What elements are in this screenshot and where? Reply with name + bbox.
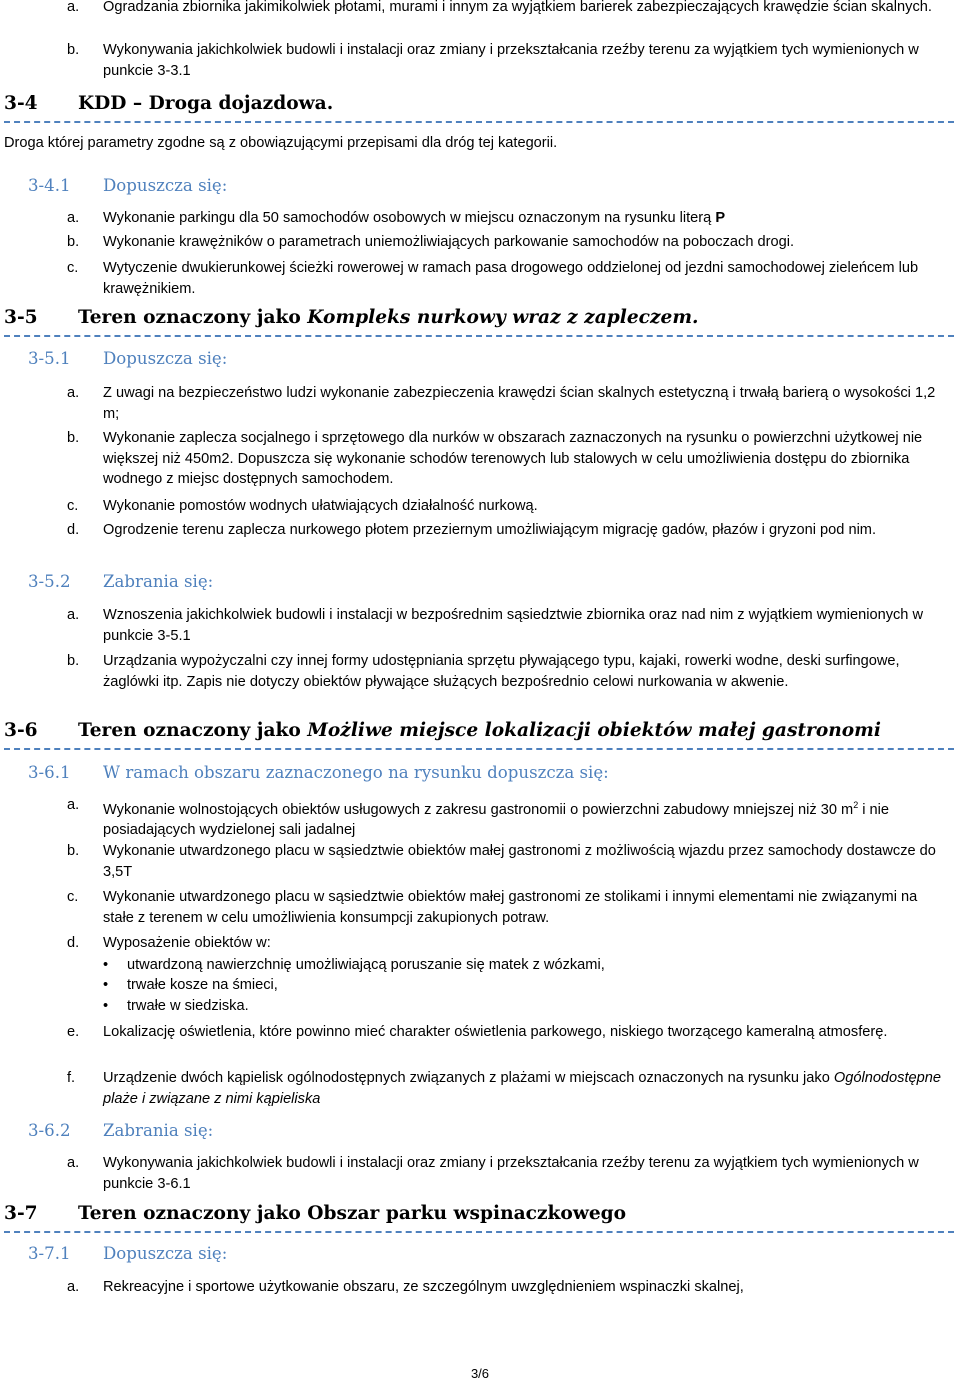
- list-item: a. Z uwagi na bezpieczeństwo ludzi wykonanie zabezpieczenia krawędzi ścian skalnych estetyczną i trwałą barierą o wysokości 1,2 m;: [67, 385, 936, 422]
- list-item: d. Wyposażenie obiektów w:: [67, 935, 271, 951]
- list-item: b. Wykonanie zaplecza socjalnego i sprzętowego dla nurków w obszarach zaznaczonych na rysunku o powierzchni użytkowej nie większej niż 450m2. Dopuszcza się wykonanie schodów terenowych lub stalowych w celu umożliwienia dostępu do zbiornika wodnego z miejsc dostępnych samochodem.: [67, 430, 923, 487]
- bullet-item: • trwałe kosze na śmieci,: [103, 975, 278, 996]
- bullet-icon: •: [103, 977, 109, 993]
- bullet-item: • trwałe w siedziska.: [103, 996, 249, 1017]
- list-item: f. Urządzenie dwóch kąpielisk ogólnodostępnych związanych z plażami w miejscach oznaczonych na rysunku jako Ogólnodostępne plaże i związane z nimi kąpieliska: [67, 1070, 941, 1107]
- subsection-heading-3-6-2: 3-6.2 Zabrania się:: [28, 1121, 214, 1140]
- list-item: a. Wykonanie wolnostojących obiektów usługowych z zakresu gastronomii o powierzchni zabudowy mniejszej niż 30 $m^2$ i nie posiadających wydzielonej sali jadalnej: [67, 797, 890, 839]
- section-heading-3-5: 3-5 Teren oznaczony jako Kompleks nurkowy wraz z zapleczem.: [4, 306, 954, 337]
- list-item: c. Wykonanie utwardzonego placu w sąsiedztwie obiektów małej gastronomi ze stolikami i innymi elementami nie związanymi na stałe z terenem w celu umożliwienia konsumpcji zakupionych potraw.: [67, 889, 918, 926]
- subsection-heading-3-5-1: 3-5.1 Dopuszcza się:: [28, 349, 228, 368]
- subsection-heading-3-7-1: 3-7.1 Dopuszcza się:: [28, 1244, 228, 1263]
- list-item: b. Wykonywania jakichkolwiek budowli i instalacji oraz zmiany i przekształcania rzeźby terenu za wyjątkiem tych wymienionych w punkcie 3-3.1: [67, 42, 919, 79]
- section-heading-3-6: 3-6 Teren oznaczony jako Możliwe miejsce lokalizacji obiektów małej gastronomi: [4, 719, 954, 750]
- subsection-heading-3-5-2: 3-5.2 Zabrania się:: [28, 572, 214, 591]
- list-item: a. Wykonanie parkingu dla 50 samochodów osobowych w miejscu oznaczonym na rysunku literą P: [67, 210, 726, 226]
- list-item: a. Wznoszenia jakichkolwiek budowli i instalacji w bezpośrednim sąsiedztwie zbiornika oraz nad nim z wyjątkiem wymienionych w punkcie 3-5.1: [67, 607, 924, 644]
- list-item: e. Lokalizację oświetlenia, które powinno mieć charakter oświetlenia parkowego, niskiego tworzącego kameralną atmosferę.: [67, 1024, 888, 1040]
- bullet-icon: •: [103, 998, 109, 1014]
- list-item: b. Wykonanie krawężników o parametrach uniemożliwiających parkowanie samochodów na poboczach drogi.: [67, 234, 794, 250]
- section-heading-3-7: 3-7 Teren oznaczony jako Obszar parku wspinaczkowego: [4, 1202, 954, 1233]
- list-item: c. Wytyczenie dwukierunkowej ścieżki rowerowej w ramach pasa drogowego oddzielonej od jezdni samochodowej zieleńcem lub krawężnikiem.: [67, 260, 919, 297]
- subsection-heading-3-6-1: 3-6.1 W ramach obszaru zaznaczonego na rysunku dopuszcza się:: [28, 763, 609, 782]
- section-description: Droga której parametry zgodne są z obowiązującymi przepisami dla dróg tej kategorii.: [4, 135, 558, 151]
- bullet-item: • utwardzoną nawierzchnię umożliwiającą poruszanie się matek z wózkami,: [103, 955, 605, 976]
- list-item: a. Wykonywania jakichkolwiek budowli i instalacji oraz zmiany i przekształcania rzeźby terenu za wyjątkiem tych wymienionych w punkcie 3-6.1: [67, 1155, 919, 1192]
- subsection-heading-3-4-1: 3-4.1 Dopuszcza się:: [28, 176, 228, 195]
- list-item: d. Ogrodzenie terenu zaplecza nurkowego płotem przeziernym umożliwiającym migrację gadów, płazów i gryzoni pod nim.: [67, 522, 877, 538]
- section-heading-3-4: 3-4 KDD – Droga dojazdowa.: [4, 92, 954, 123]
- list-item: b. Urządzania wypożyczalni czy innej formy udostępniania sprzętu pływającego typu, kajaki, rowerki wodne, deski surfingowe, żaglówki itp. Zapis nie dotyczy obiektów pływające służących bezpośrednio celowi nurkowania w akwenie.: [67, 653, 900, 690]
- bullet-icon: •: [103, 957, 109, 973]
- page-number: 3/6: [470, 1366, 490, 1381]
- list-item: a. Ogradzania zbiornika jakimikolwiek płotami, murami i innym za wyjątkiem barierek zabezpieczających krawędzie ścian skalnych.: [67, 0, 932, 15]
- list-item: a. Rekreacyjne i sportowe użytkowanie obszaru, ze szczególnym uwzględnieniem wspinaczki skalnej,: [67, 1279, 744, 1295]
- list-item: c. Wykonanie pomostów wodnych ułatwiających działalność nurkową.: [67, 498, 538, 514]
- list-item: b. Wykonanie utwardzonego placu w sąsiedztwie obiektów małej gastronomi z możliwością wjazdu przez samochody dostawcze do 3,5T: [67, 843, 936, 880]
